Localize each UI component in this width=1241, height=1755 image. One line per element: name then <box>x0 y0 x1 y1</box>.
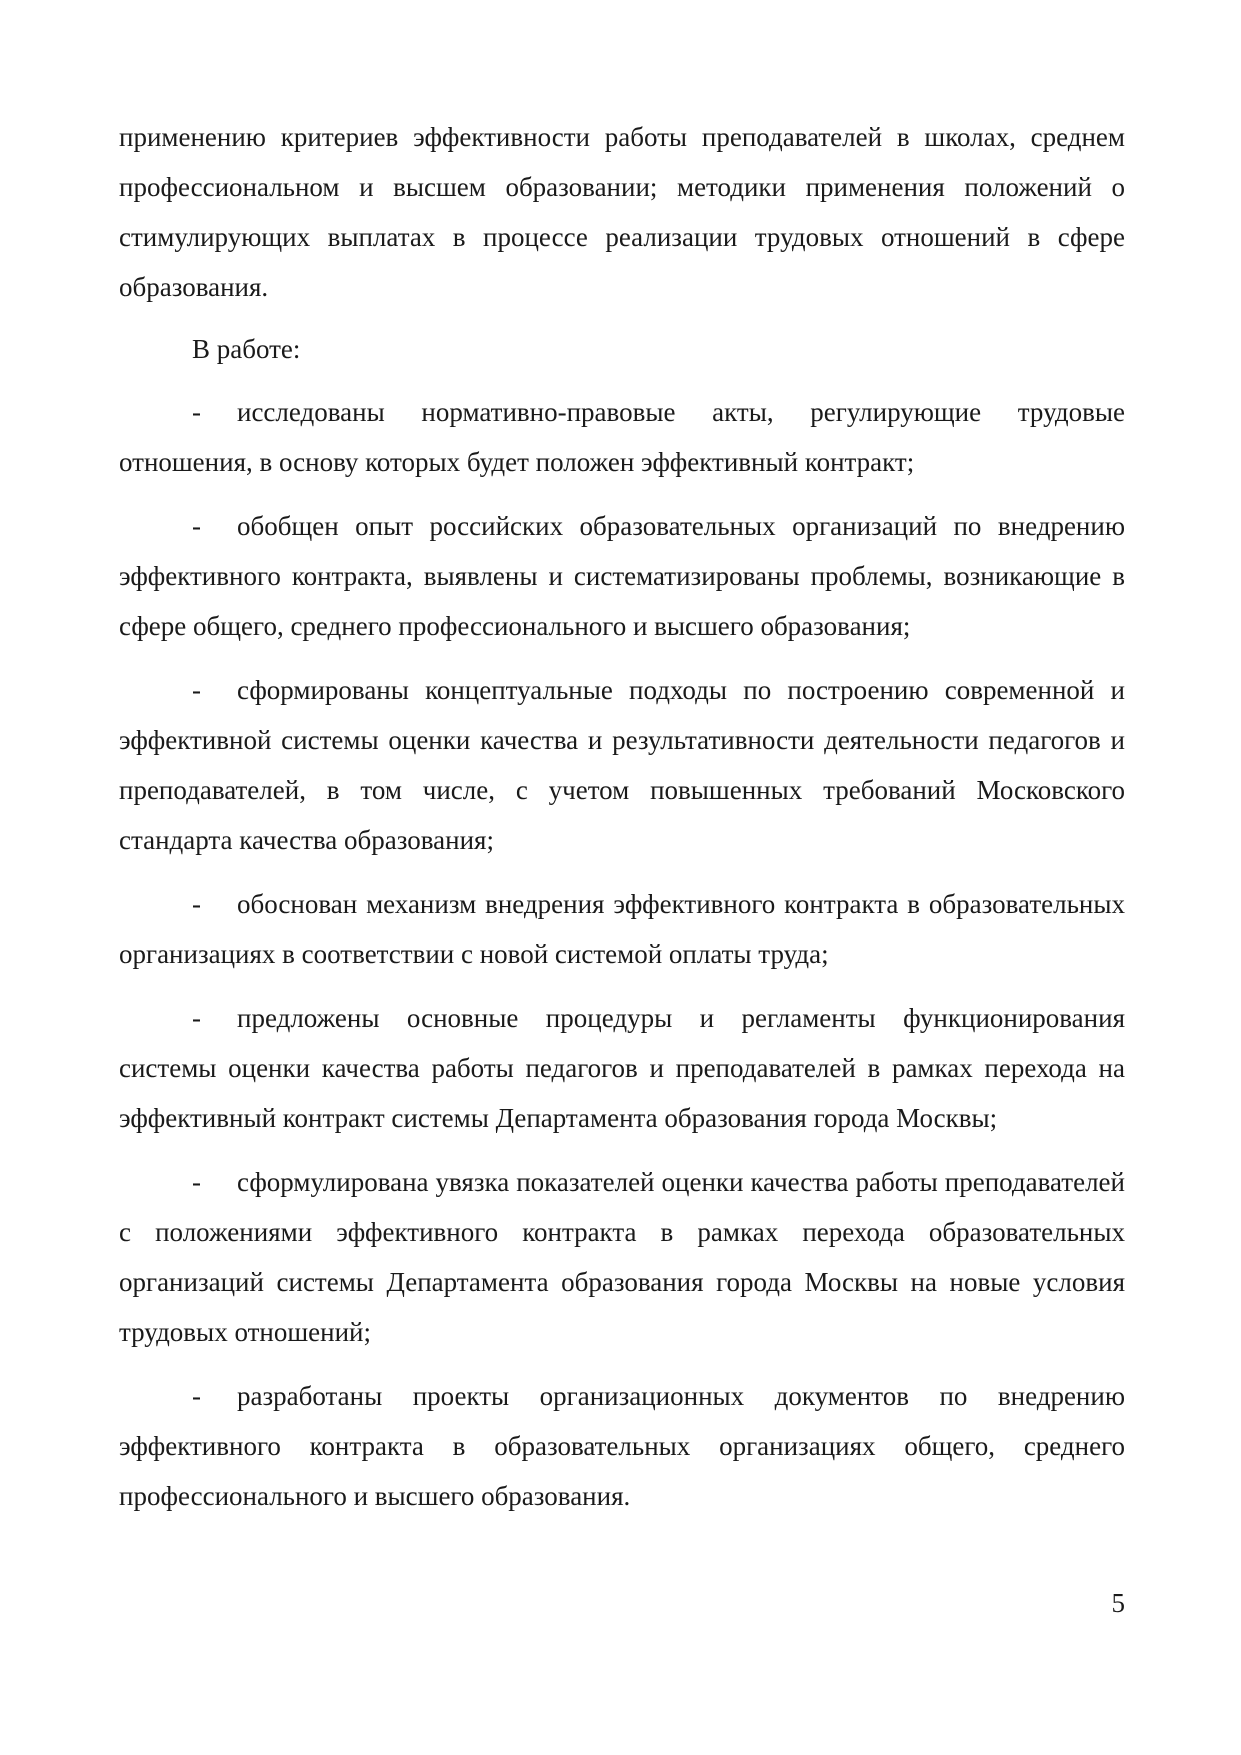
dash-marker: - <box>192 1381 201 1411</box>
dash-marker: - <box>192 889 201 919</box>
dash-marker: - <box>192 1167 201 1197</box>
list-item <box>119 1371 1125 1521</box>
list-item-text: обоснован механизм внедрения эффективного контракта в образовательных организациях в соответствии с новой системой оплаты труда; <box>119 889 1125 969</box>
intro-paragraph: применению критериев эффективности работы преподавателей в школах, среднем профессиональном и высшем образовании; методики применения положений о стимулирующих выплатах в процессе реализации трудовых отношений в сфере образования. <box>119 122 1125 302</box>
list-item-text: исследованы нормативно-правовые акты, регулирующие трудовые отношения, в основу которых будет положен эффективный контракт; <box>119 397 1125 477</box>
list-item <box>119 665 1125 865</box>
list-item <box>119 387 1125 487</box>
list-item-text: сформулирована увязка показателей оценки качества работы преподавателей с положениями эффективного контракта в рамках перехода образовательных организаций системы Департамента образования города Москвы на новые условия трудовых отношений; <box>119 1167 1125 1347</box>
list-item <box>119 879 1125 979</box>
list-item <box>119 993 1125 1143</box>
list-item-text: разработаны проекты организационных документов по внедрению эффективного контракта в образовательных организациях общего, среднего профессионального и высшего образования. <box>119 1381 1125 1511</box>
dash-marker: - <box>192 675 201 705</box>
dash-marker: - <box>192 1003 201 1033</box>
lead-paragraph: В работе: <box>192 334 301 364</box>
dash-marker: - <box>192 511 201 541</box>
list-item <box>119 1157 1125 1357</box>
page-body <box>119 112 1125 1535</box>
list-item-text: сформированы концептуальные подходы по построению современной и эффективной системы оценки качества и результативности деятельности педагогов и преподавателей, в том числе, с учетом повышенных требований Московского стандарта качества образования; <box>119 675 1125 855</box>
list-item <box>119 501 1125 651</box>
dash-marker: - <box>192 397 201 427</box>
list-item-text: обобщен опыт российских образовательных организаций по внедрению эффективного контракта, выявлены и систематизированы проблемы, возникающие в сфере общего, среднего профессионального и высшего образования; <box>119 511 1125 641</box>
list-item-text: предложены основные процедуры и регламенты функционирования системы оценки качества работы педагогов и преподавателей в рамках перехода на эффективный контракт системы Департамента образования города Москвы; <box>119 1003 1125 1133</box>
page-number: 5 <box>1111 1588 1125 1618</box>
